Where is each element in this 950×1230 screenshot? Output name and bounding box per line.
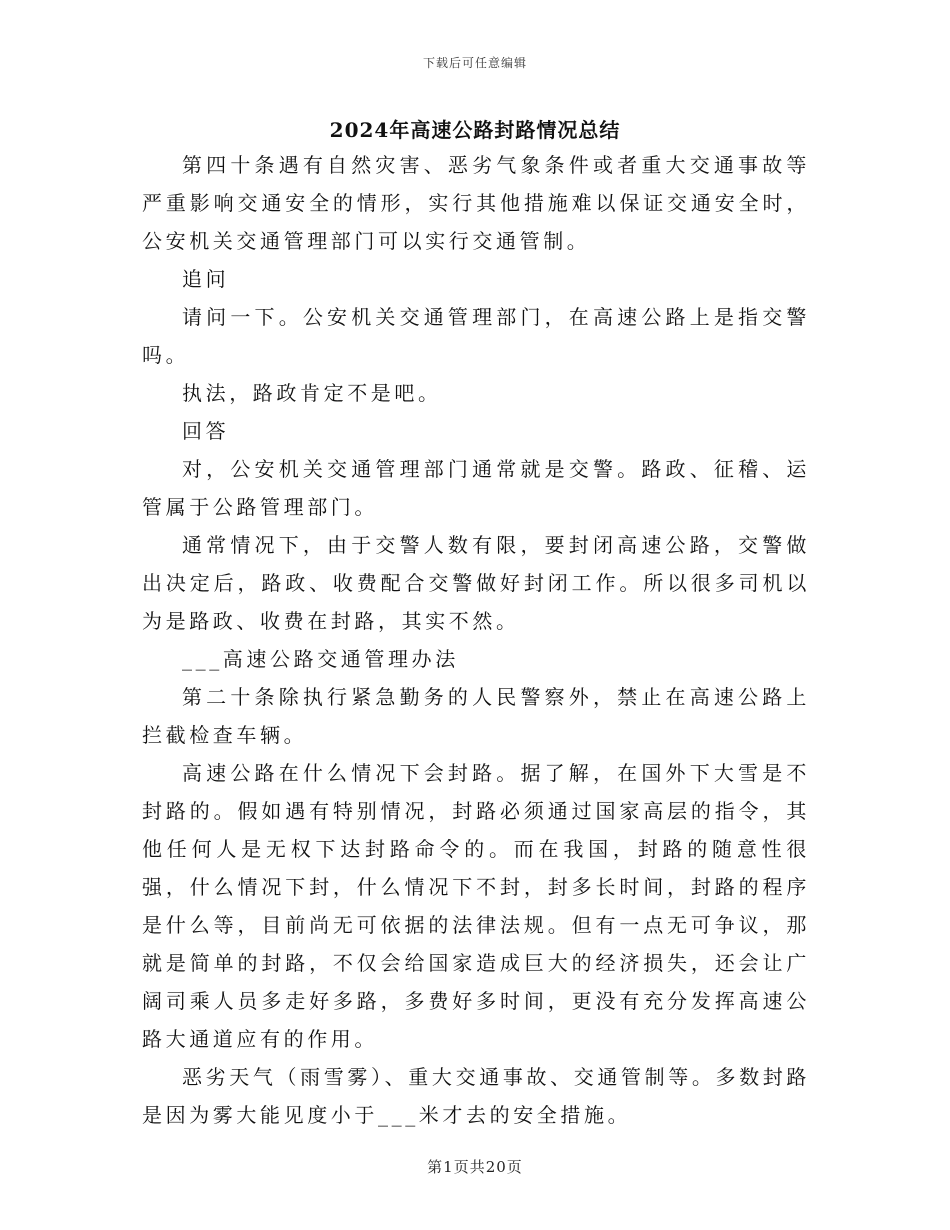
page-number: 第1页共20页 [427, 1158, 523, 1176]
paragraph: 通常情况下，由于交警人数有限，要封闭高速公路，交警做出决定后，路政、收费配合交警做好封闭工作。所以很多司机以为是路政、收费在封路，其实不然。 [142, 533, 810, 633]
document-body [142, 146, 810, 1134]
paragraph: 执法，路政肯定不是吧。 [182, 381, 442, 405]
header-note: 下载后可任意编辑 [422, 56, 527, 70]
paragraph: 追问 [182, 267, 230, 291]
paragraph: 第四十条遇有自然灾害、恶劣气象条件或者重大交通事故等严重影响交通安全的情形，实行其他措施难以保证交通安全时，公安机关交通管理部门可以实行交通管制。 [142, 153, 810, 253]
paragraph: 高速公路在什么情况下会封路。据了解，在国外下大雪是不封路的。假如遇有特别情况，封路必须通过国家高层的指令，其他任何人是无权下达封路命令的。而在我国，封路的随意性很强，什么情况下封，什么情况下不封，封多长时间，封路的程序是什么等，目前尚无可依据的法律法规。但有一点无可争议，那就是简单的封路，不仅会给国家造成巨大的经济损失，还会让广阔司乘人员多走好多路，多费好多时间，更没有充分发挥高速公路大通道应有的作用。 [142, 761, 810, 1051]
paragraph: ___高速公路交通管理办法 [182, 647, 459, 671]
paragraph: 对，公安机关交通管理部门通常就是交警。路政、征稽、运管属于公路管理部门。 [142, 457, 810, 519]
paragraph: 请问一下。公安机关交通管理部门，在高速公路上是指交警吗。 [142, 305, 810, 367]
paragraph: 回答 [182, 419, 230, 443]
paragraph: 第二十条除执行紧急勤务的人民警察外，禁止在高速公路上拦截检查车辆。 [142, 685, 810, 747]
document-title: 2024年高速公路封路情况总结 [329, 118, 621, 142]
paragraph: 恶劣天气（雨雪雾）、重大交通事故、交通管制等。多数封路是因为雾大能见度小于___米才去的安全措施。 [142, 1065, 810, 1127]
